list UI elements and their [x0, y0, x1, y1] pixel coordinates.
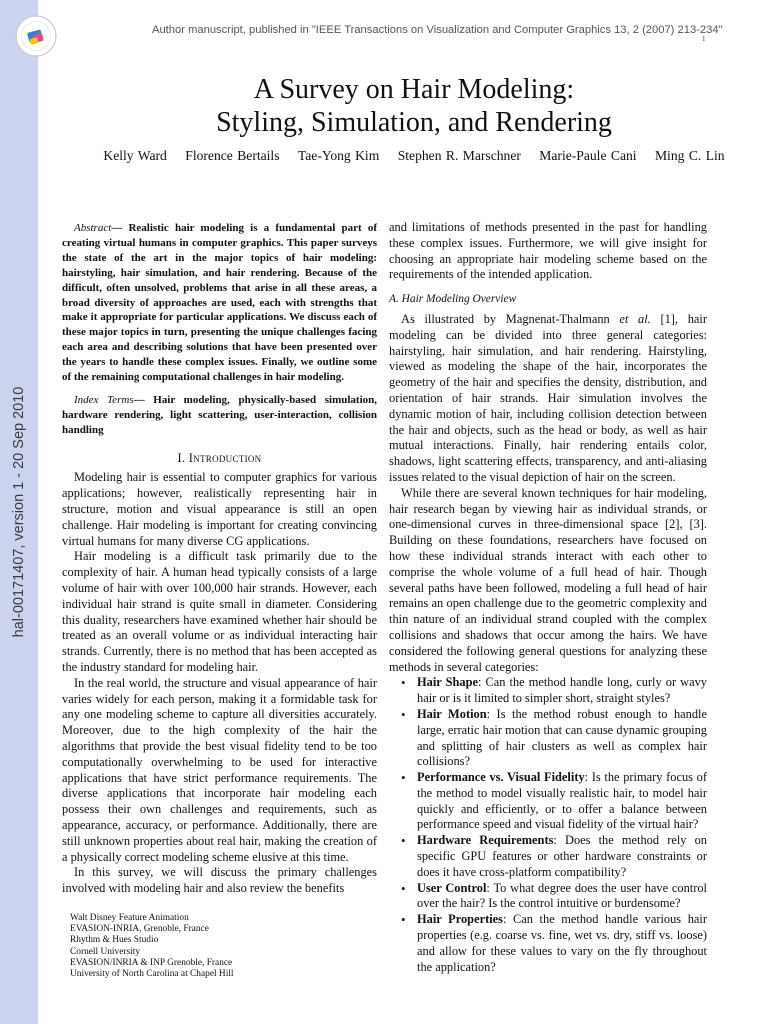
left-column: [62, 221, 377, 980]
body-paragraph: [389, 312, 707, 486]
hal-identifier: hal-00171407, version 1 - 20 Sep 2010: [11, 386, 27, 638]
body-paragraph: While there are several known techniques for hair modeling, hair research began by viewing hair as individual strands, or one-dimensional curves in three-dimensional space [2], [3]. Building on these foundations, researchers have focused on how these individual strands interact with each other to comprise the whole volume of a full head of hair. Though several paths have been followed, modeling a full head of hair remains an open challenge due to the geometric complexity and thin nature of an individual strand coupled with the complex collisions and shadows that occur among the hairs. We have considered the following general questions for analyzing these methods in several categories:: [389, 485, 707, 674]
paper-title-line-2: Styling, Simulation, and Rendering: [216, 107, 612, 138]
footnote: University of North Carolina at Chapel Hill: [70, 969, 234, 980]
author: Stephen R. Marschner: [397, 148, 521, 163]
list-item: [389, 675, 707, 707]
list-item-text: : Is the primary focus of the method to model visually realistic hair, to model hair quickly and efficiently, or to offer a balance between performance speed and visual fidelity of the virtual hair?: [417, 770, 707, 832]
text-run-italic: et al.: [619, 311, 651, 326]
body-paragraph: Hair modeling is a difficult task primarily due to the complexity of hair. A human head typically consists of a large volume of hair with over 100,000 hair strands. However, each individual hair strand is quite small in diameter. Considering this duality, researchers have examined whether hair should be treated as an overall volume or as individual interacting hair strands. Currently, there is no method that has been accepted as the industry standard for modeling hair.: [62, 549, 377, 675]
list-item-term: Hair Shape: [417, 675, 478, 690]
author-list: [60, 148, 768, 164]
question-list: [389, 675, 707, 975]
right-column: [389, 220, 707, 975]
index-terms: [62, 393, 377, 438]
publication-note: Author manuscript, published in "IEEE Transactions on Visualization and Computer Graphics 13, 2 (2007) 213-234": [152, 24, 723, 36]
abstract-text: Realistic hair modeling is a fundamental part of creating virtual humans in computer graphics. This paper surveys the state of the art in the major topics of hair modeling: hairstyling, hair simulation, and hair rendering. Because of the difficult, often unsolved, problems that arise in all these areas, a broad diversity of approaches are used, each with strengths that make it appropriate for particular applications. We discuss each of these major topics in turn, presenting the unique challenges facing each area and describing solutions that have been presented over the years to handle these complex issues. Finally, we outline some of the remaining computational challenges in hair modeling.: [62, 222, 377, 384]
list-item-text: : To what degree does the user have control over the hair? Is the control intuitive or burdensome?: [417, 880, 707, 911]
author: Marie-Paule Cani: [539, 148, 637, 163]
subsection-heading: A. Hair Modeling Overview: [389, 293, 517, 306]
list-item-text: : Can the method handle various hair properties (e.g. coarse vs. fine, wet vs. dry, stiff vs. loose) and allow for these values to vary on the fly throughout the application?: [417, 912, 707, 974]
body-paragraph: and limitations of methods presented in the past for handling these complex issues. Furthermore, we will give insight for choosing an appropriate hair modeling scheme based on the requirements of the intended application.: [389, 220, 707, 282]
text-run: As illustrated by Magnenat-Thalmann: [401, 311, 620, 326]
list-item: [389, 707, 707, 770]
list-item-text: : Does the method rely on specific GPU features or other hardware constraints or does it have cross-platform compatibility?: [417, 833, 707, 879]
body-paragraph: In the real world, the structure and visual appearance of hair varies widely for each person, making it a formidable task for any one modeling scheme to capture all diversities accurately. Moreover, due to the high complexity of the hair the algorithms that provide the best visual fidelity tend to be too computationally overwhelming to be used for interactive applications that have strict performance requirements. The diverse applications that incorporate hair modeling each possess their own challenges and requirements, such as appearance, accuracy, or performance. Additionally, there are still unknown properties about real hair, making the creation of a physically correct modeling scheme elusive at this time.: [62, 675, 377, 864]
body-paragraph: In this survey, we will discuss the primary challenges involved with modeling hair and also review the benefits: [62, 865, 377, 896]
left-margin-bar: [0, 0, 38, 1024]
list-item-term: Hair Properties: [417, 912, 503, 927]
affiliation-footnotes: [62, 913, 377, 980]
list-item: [389, 833, 707, 880]
list-item: [389, 881, 707, 913]
paper-title-line-1: A Survey on Hair Modeling:: [253, 74, 575, 105]
footnote: EVASION/INRIA & INP Grenoble, France: [70, 957, 233, 968]
list-item: [389, 912, 707, 975]
list-item-text: : Is the method robust enough to handle large, erratic hair motion that can cause dynamic grouping and splitting of hair clusters as well as complex hair collisions?: [417, 706, 707, 769]
footnote: Cornell University: [70, 946, 141, 957]
footnote: EVASION-INRIA, Grenoble, France: [70, 924, 209, 935]
section-title: Introduction: [188, 450, 262, 465]
list-item-term: User Control: [417, 880, 487, 895]
body-paragraph: Modeling hair is essential to computer graphics for various applications; however, realistically representing hair in structure, motion and visual appearance is still an open challenge. Hair modeling is important for creating convincing virtual humans for many diverse CG applications.: [62, 470, 377, 548]
list-item-term: Performance vs. Visual Fidelity: [417, 770, 585, 785]
author: Florence Bertails: [185, 148, 280, 163]
author: Ming C. Lin: [654, 148, 725, 163]
index-terms-text: Hair modeling, physically-based simulation, hardware rendering, light scattering, user-interaction, collision handling: [62, 393, 377, 436]
list-item: [389, 770, 707, 833]
index-terms-label: Index Terms: [74, 393, 134, 406]
hal-logo-icon: [14, 14, 58, 58]
text-run: [1], hair modeling can be divided into three general categories: hairstyling, hair simulation, and hair rendering. Hairstyling, viewed as modeling the shape of the hair, incorporates the geometry of the hair and specifies the density, distribution, and orientation of hair strands. Hair simulation involves the dynamic motion of hair, including collision detection between the hair and objects, such as the head or body, as well as hair mutual interactions. Finally, hair rendering entails color, shadows, light scattering effects, transparency, and anti-aliasing issues related to the visual depiction of hair on the screen.: [389, 311, 707, 484]
abstract: [62, 221, 377, 385]
author: Kelly Ward: [103, 148, 167, 163]
list-item-term: Hair Motion: [417, 706, 487, 721]
author: Tae-Yong Kim: [297, 148, 380, 163]
section-number: I.: [177, 450, 186, 465]
page-number: 1: [702, 35, 706, 43]
section-heading: [62, 451, 377, 467]
abstract-label: Abstract: [74, 222, 112, 234]
footnote: Rhythm & Hues Studio: [70, 935, 159, 946]
list-item-term: Hardware Requirements: [417, 833, 554, 848]
abstract-dash: —: [111, 222, 123, 234]
list-item-text: : Can the method handle long, curly or wavy hair or is it limited to simpler short, straight styles?: [417, 675, 707, 706]
footnote: Walt Disney Feature Animation: [70, 913, 189, 923]
index-terms-dash: —: [133, 393, 145, 406]
